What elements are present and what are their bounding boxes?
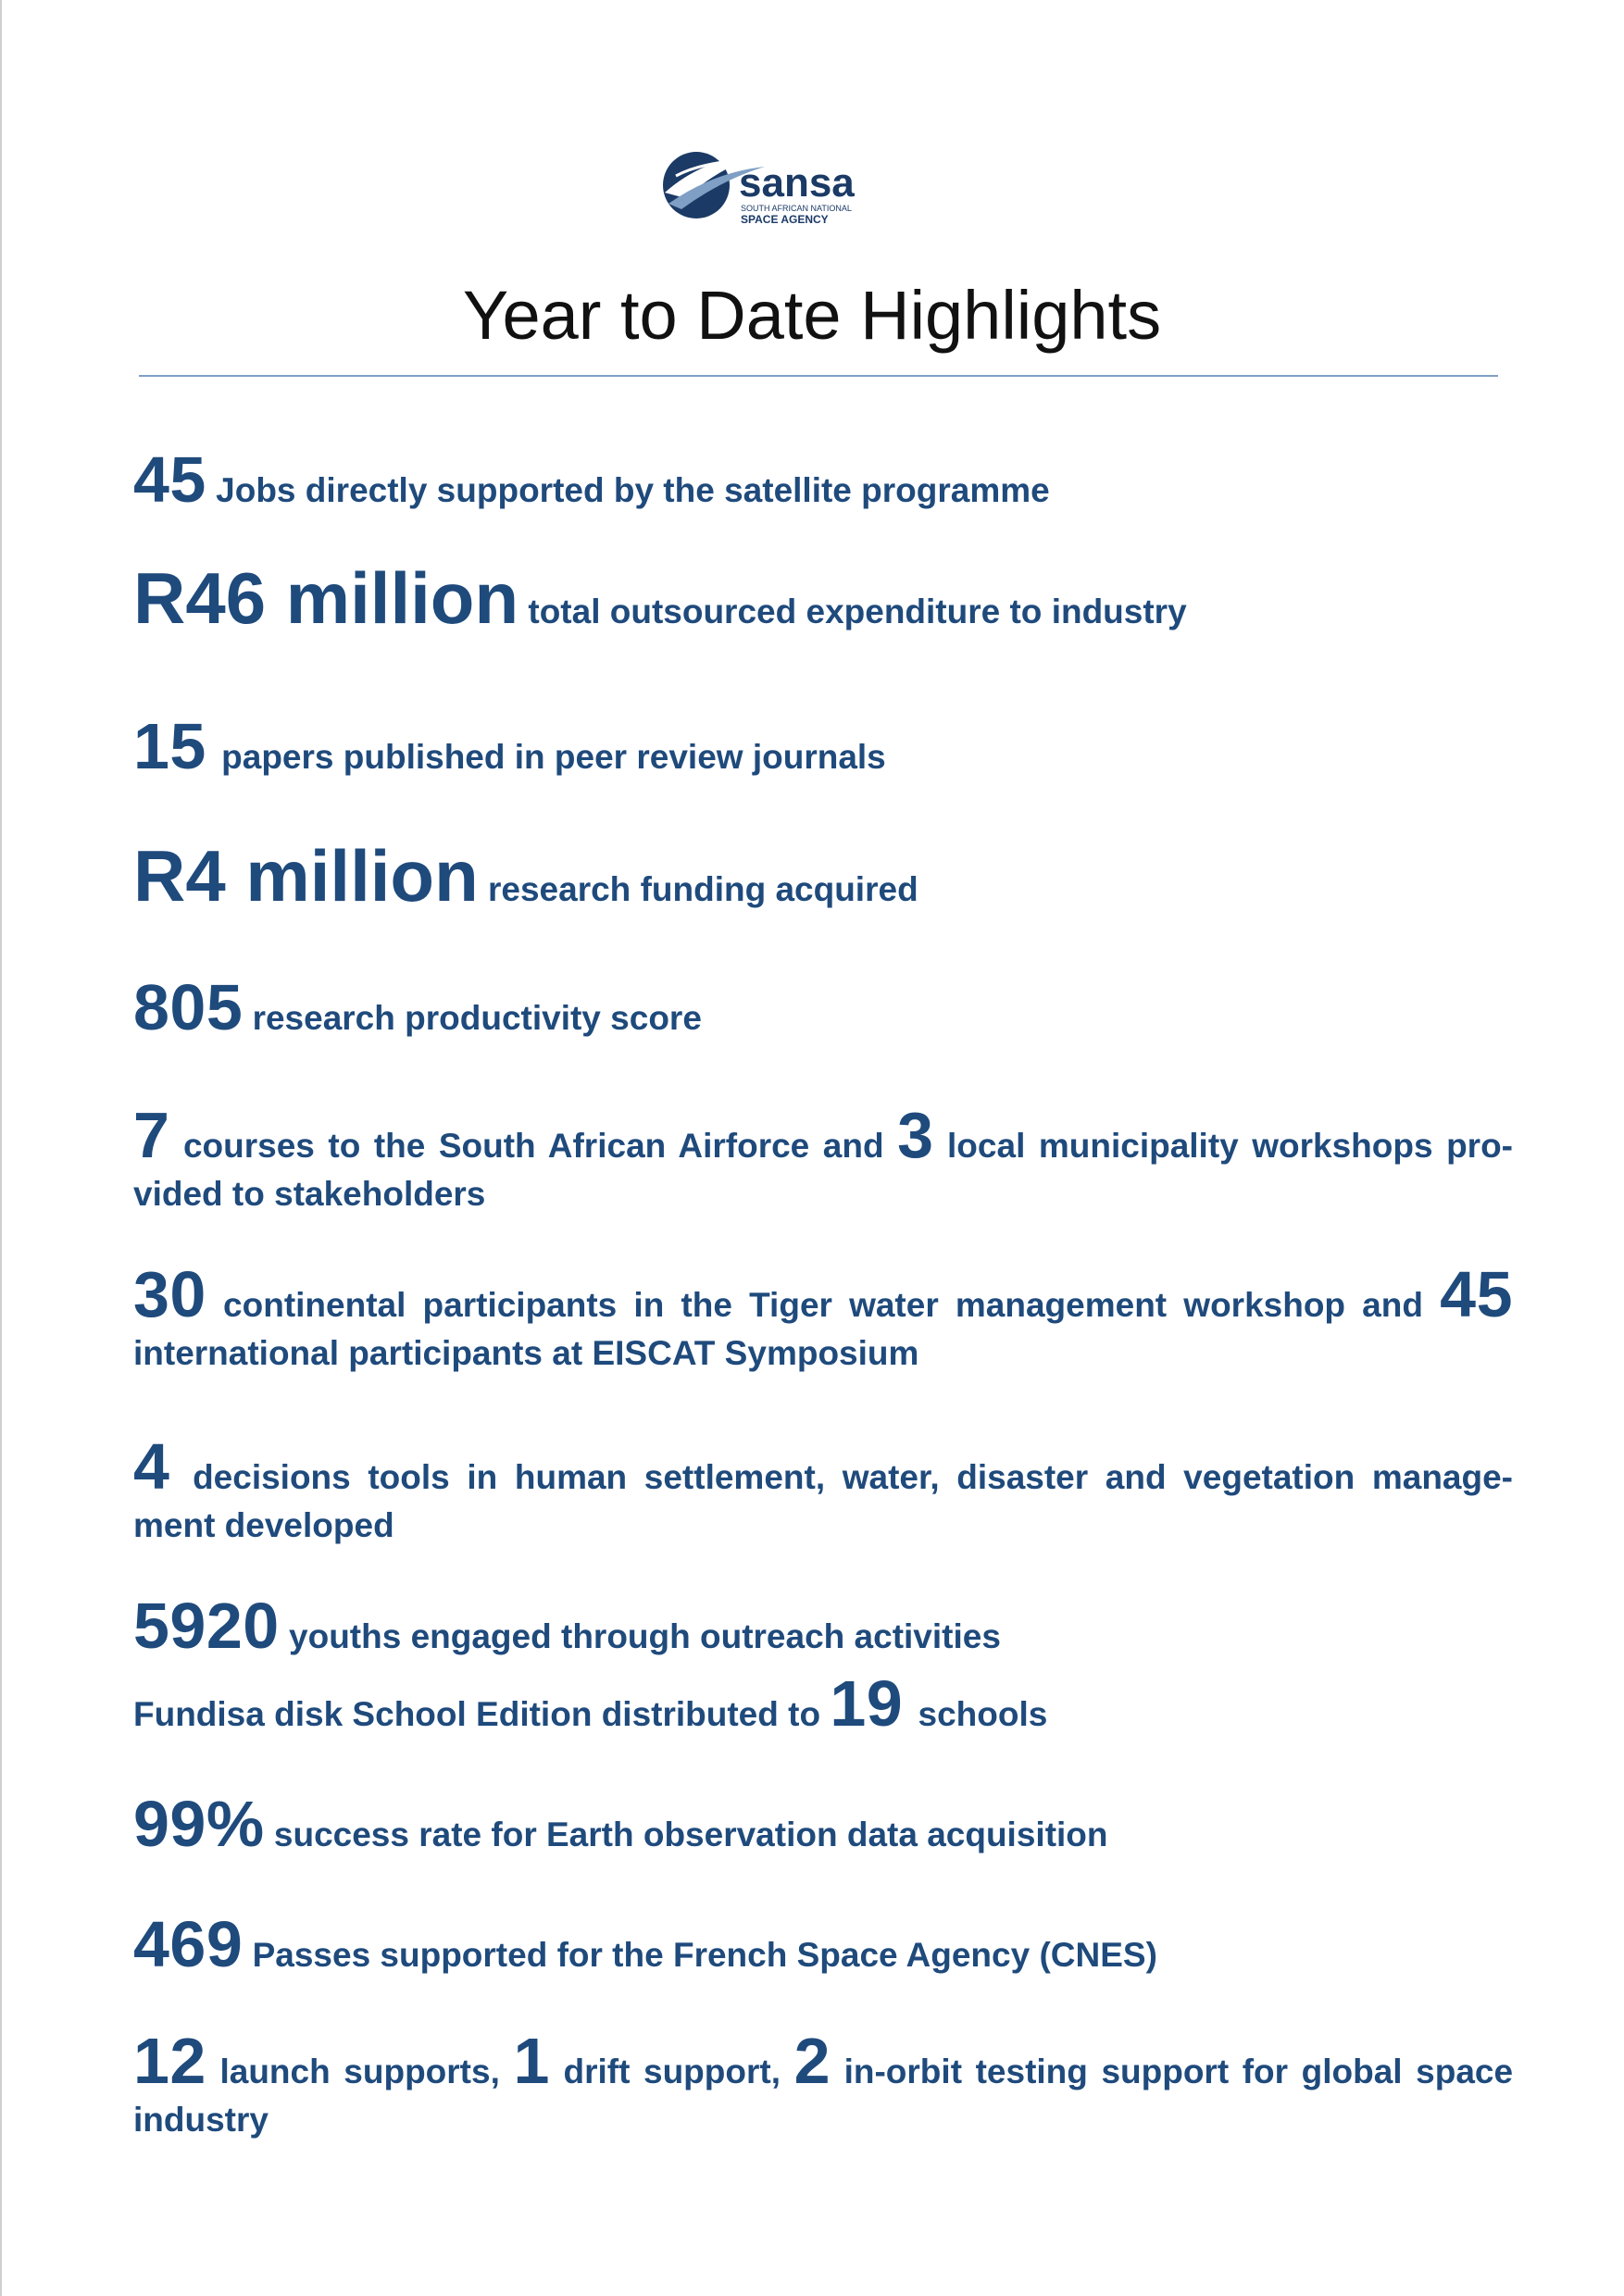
highlight-number: R4 million: [133, 835, 479, 917]
highlight-text: papers published in peer review journals: [221, 738, 886, 776]
highlight-text: research funding acquired: [488, 870, 918, 908]
highlight-decision-tools: [133, 1430, 1513, 1550]
logo-subtitle-1: SOUTH AFRICAN NATIONAL: [741, 204, 852, 213]
logo-subtitle-2: SPACE AGENCY: [741, 213, 829, 226]
highlight-number: 15: [133, 710, 206, 782]
highlight-number: 45: [133, 443, 206, 516]
highlight-number: 5920: [133, 1590, 280, 1662]
highlight-number: 4: [133, 1430, 170, 1503]
highlight-launch-supports: [133, 2025, 1514, 2144]
highlight-number: 805: [133, 971, 244, 1043]
highlight-number: 19: [830, 1667, 904, 1740]
highlight-number: 99%: [133, 1788, 265, 1860]
highlight-text: Jobs directly supported by the satellite programme: [216, 471, 1050, 509]
highlight-passes: [133, 1908, 1513, 1980]
highlight-text: courses to the South African Airforce and: [182, 1127, 884, 1165]
highlight-research-funding: [133, 835, 1513, 917]
highlight-number: 12: [133, 2025, 206, 2097]
title-divider: [139, 375, 1498, 377]
highlight-text: drift support,: [563, 2053, 781, 2090]
highlight-number: 1: [513, 2025, 550, 2097]
highlight-productivity: [133, 971, 1513, 1043]
logo-wordmark: sansa: [739, 160, 855, 206]
highlight-participants: [133, 1258, 1514, 1378]
highlight-papers: [133, 710, 1513, 782]
highlight-fundisa: [133, 1667, 1513, 1740]
highlight-text: decisions tools in human settlement, water, disaster and vegetation manage-ment developed: [133, 1458, 1513, 1544]
highlight-text: international participants at EISCAT Symposium: [133, 1334, 919, 1372]
highlight-courses: [133, 1099, 1513, 1218]
highlight-text: continental participants in the Tiger water management workshop and: [223, 1286, 1423, 1324]
highlight-text: launch supports,: [219, 2053, 500, 2090]
highlight-number: 2: [793, 2025, 831, 2097]
highlight-number: 7: [133, 1099, 170, 1171]
highlight-text: Fundisa disk School Edition distributed to: [133, 1695, 821, 1733]
highlight-youths: [133, 1590, 1513, 1662]
highlight-number: 3: [897, 1099, 934, 1171]
highlight-text: success rate for Earth observation data acquisition: [273, 1816, 1108, 1853]
highlight-text: schools: [918, 1695, 1048, 1733]
sansa-logo: [648, 139, 907, 231]
page-title: Year to Date Highlights: [462, 277, 1162, 354]
highlight-text: youths engaged through outreach activities: [289, 1617, 1001, 1655]
highlight-jobs: [133, 443, 1513, 516]
highlight-text: in-orbit testing support for global space industry: [133, 2053, 1514, 2139]
highlight-number: 30: [133, 1258, 206, 1330]
highlight-number: R46 million: [133, 557, 519, 639]
highlight-text: total outsourced expenditure to industry: [528, 593, 1187, 630]
highlight-number: 469: [133, 1908, 244, 1980]
highlight-success-rate: [133, 1788, 1513, 1860]
highlight-expenditure: [133, 557, 1513, 639]
highlight-number: 45: [1440, 1258, 1514, 1330]
highlight-text: Passes supported for the French Space Agency (CNES): [252, 1936, 1157, 1974]
highlight-text: local municipality workshops pro-vided to stakeholders: [133, 1127, 1513, 1213]
highlight-text: research productivity score: [252, 999, 702, 1037]
